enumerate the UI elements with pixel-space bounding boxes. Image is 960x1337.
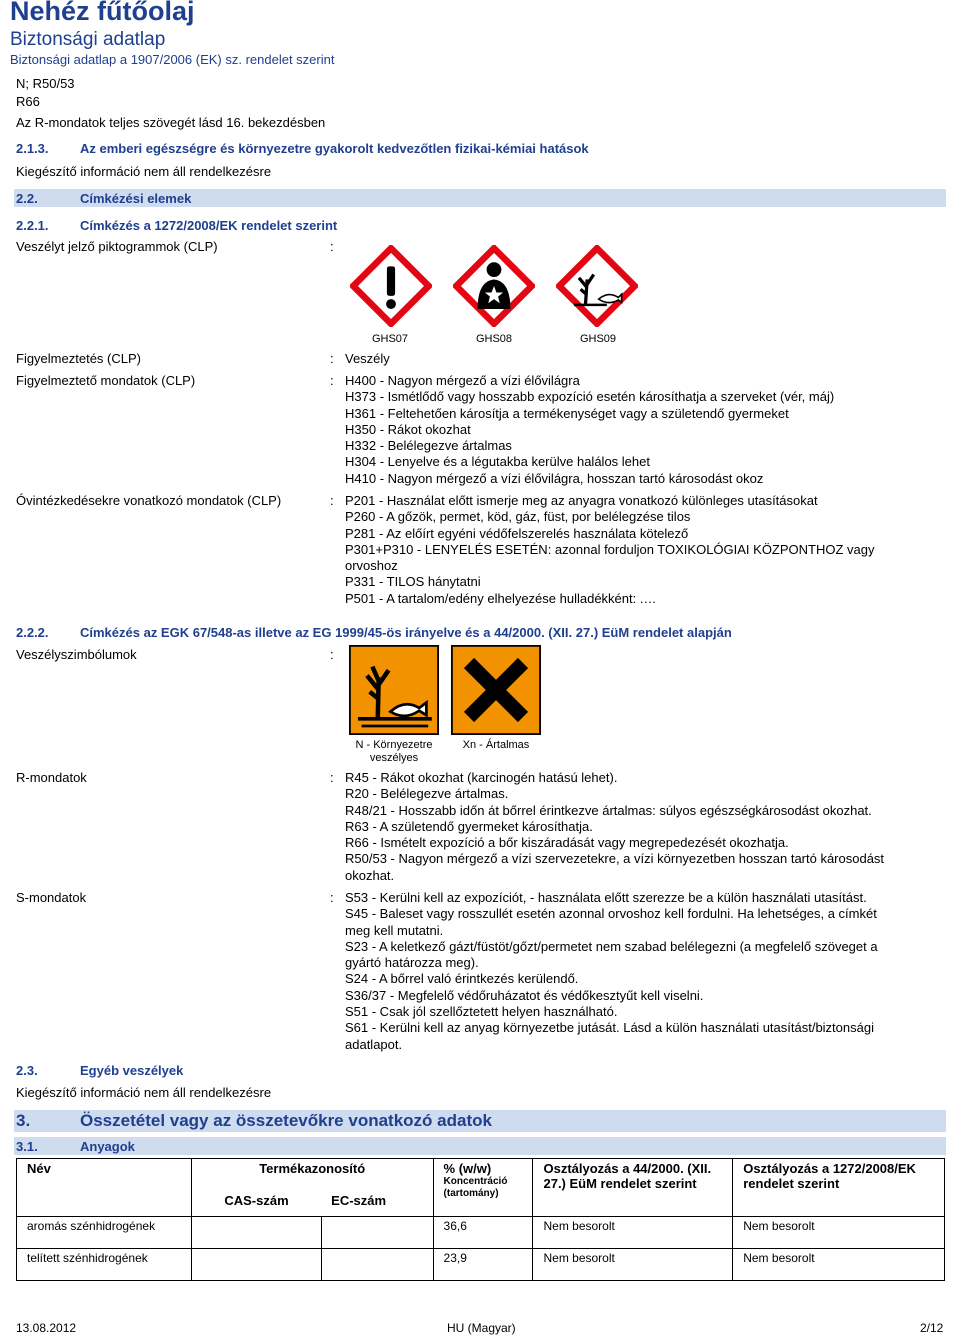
precaution-statement: P281 - Az előírt egyéni védőfelszerelés használata kötelező <box>345 525 689 541</box>
table-header-row <box>17 1159 945 1191</box>
row-percent: 36,6 <box>433 1217 533 1249</box>
header-percent-label: % (w/w) <box>443 1161 492 1176</box>
s-phrase: S36/37 - Megfelelő védőruházatot és védőkesztyűt kell viselni. <box>345 987 704 1003</box>
symbol-n-caption-line: N - Környezetre <box>355 739 433 751</box>
health-hazard-icon <box>453 245 535 327</box>
r-phrase: R63 - A születendő gyermeket károsíthatja. <box>345 818 593 834</box>
section-2-2-2-title: Címkézés az EGK 67/548-as illetve az EG 1999/45-ös irányelve és a 44/2000. (XII. 27.) EüM rendelet alapján <box>80 625 732 640</box>
section-2-1-3-number: 2.1.3. <box>16 141 49 156</box>
header-name: Név <box>17 1159 192 1217</box>
r-phrases-colon: : <box>330 770 334 785</box>
header-product-identifier: Termékazonosító <box>191 1159 433 1191</box>
section-2-2-1-number: 2.2.1. <box>16 218 49 233</box>
table-row <box>17 1249 945 1281</box>
header-classification-44-2000: Osztályozás a 44/2000. (XII. 27.) EüM rendelet szerint <box>533 1159 733 1217</box>
s-phrase: S61 - Kerülni kell az anyag környezetbe jutását. Lásd a külön használati utasítást/biztonsági <box>345 1020 874 1036</box>
r-phrase: R66 - Ismételt expozíció a bőr kiszáradását vagy megrepedezését okozhatja. <box>345 835 789 851</box>
s-phrase: S24 - A bőrrel való érintkezés kerülendő. <box>345 971 579 987</box>
precaution-statement: P331 - TILOS hánytatni <box>345 574 481 590</box>
section-3-1-bar <box>14 1137 946 1155</box>
pictogram-colon: : <box>330 239 334 254</box>
dead-tree-fish-icon <box>349 645 439 735</box>
r-phrases-list <box>345 770 884 884</box>
signal-word-colon: : <box>330 351 334 366</box>
section-2-2-number: 2.2. <box>16 191 38 206</box>
precaution-statements-colon: : <box>330 493 334 508</box>
header-cas: CAS-szám <box>191 1191 321 1217</box>
s-phrases-list <box>345 890 878 1053</box>
precaution-statement: P260 - A gőzök, permet, köd, gáz, füst, por belélegzése tilos <box>345 509 691 525</box>
hazard-statements-list <box>345 373 834 487</box>
header-concentration-label: Koncentráció <box>443 1176 508 1187</box>
precaution-statement: P201 - Használat előtt ismerje meg az anyagra vonatkozó különleges utasításokat <box>345 493 818 508</box>
s-phrases-label: S-mondatok <box>16 890 87 905</box>
symbol-n-caption <box>340 739 448 765</box>
hazard-statement: H373 - Ismétlődő vagy hosszabb expozíció esetén károsíthatja a szerveket (vér, máj) <box>345 389 835 405</box>
environment-icon <box>556 245 638 327</box>
row-cas <box>191 1249 321 1281</box>
hazard-statement: H410 - Nagyon mérgező a vízi élővilágra, hosszan tartó károsodást okoz <box>345 470 764 486</box>
classification-n: N; R50/53 <box>16 76 75 91</box>
s-phrase: S45 - Baleset vagy rosszullét esetén azonnal orvoshoz kell fordulni. Ha lehetséges, a címkét <box>345 906 877 922</box>
section-3-title: Összetétel vagy az összetevőkre vonatkozó adatok <box>80 1111 492 1130</box>
row-classification-1: Nem besorolt <box>533 1217 733 1249</box>
header-classification-1272-2008: Osztályozás a 1272/2008/EK rendelet szerint <box>733 1159 945 1217</box>
exclamation-mark-icon <box>350 245 432 327</box>
hazard-statement: H400 - Nagyon mérgező a vízi élővilágra <box>345 373 580 388</box>
hazard-statements-label: Figyelmeztető mondatok (CLP) <box>16 373 196 388</box>
section-2-3-text: Kiegészítő információ nem áll rendelkezésre <box>16 1085 272 1100</box>
footer-language: HU (Magyar) <box>447 1321 516 1335</box>
s-phrase: meg kell mutatni. <box>345 922 444 938</box>
precaution-statement: orvoshoz <box>345 558 398 574</box>
row-percent: 23,9 <box>433 1249 533 1281</box>
section-3-1-title: Anyagok <box>80 1139 135 1154</box>
saint-andrew-cross-icon <box>451 645 541 735</box>
symbol-xn-caption: Xn - Ártalmas <box>462 739 530 751</box>
r-phrase: R45 - Rákot okozhat (karcinogén hatású lehet). <box>345 770 618 785</box>
s-phrase: adatlapot. <box>345 1036 403 1052</box>
signal-word-label: Figyelmeztetés (CLP) <box>16 351 141 366</box>
classification-r66: R66 <box>16 94 40 109</box>
precaution-statements-label: Óvintézkedésekre vonatkozó mondatok (CLP) <box>16 493 282 508</box>
r-phrase: okozhat. <box>345 867 395 883</box>
ghs09-code: GHS09 <box>579 333 617 345</box>
s-phrases-colon: : <box>330 890 334 905</box>
r-phrases-label: R-mondatok <box>16 770 87 785</box>
row-classification-2: Nem besorolt <box>733 1249 945 1281</box>
section-2-2-1-title: Címkézés a 1272/2008/EK rendelet szerint <box>80 218 338 233</box>
table-row <box>17 1217 945 1249</box>
precaution-statements-list <box>345 493 875 607</box>
composition-table <box>16 1158 945 1281</box>
symbol-n-caption-line: veszélyes <box>369 752 419 764</box>
ghs07-code: GHS07 <box>371 333 409 345</box>
section-3-number: 3. <box>16 1111 31 1130</box>
precaution-statement: P501 - A tartalom/edény elhelyezése hulladékként: .… <box>345 590 657 606</box>
section-2-2-2-number: 2.2.2. <box>16 625 49 640</box>
hazard-statement: H350 - Rákot okozhat <box>345 421 471 437</box>
header-percent <box>433 1159 533 1217</box>
section-2-3-number: 2.3. <box>16 1063 38 1078</box>
hazard-symbols-label: Veszélyszimbólumok <box>16 647 137 662</box>
r-phrase: R48/21 - Hosszabb időn át bőrrel érintkezve ártalmas: súlyos egészségkárosodást okozhat. <box>345 802 872 818</box>
s-phrase: S23 - A keletkező gázt/füstöt/gőzt/permetet nem szabad belélegezni (a megfelelő szöveget a <box>345 938 878 954</box>
row-classification-2: Nem besorolt <box>733 1217 945 1249</box>
row-name: telített szénhidrogének <box>17 1249 192 1281</box>
section-2-2-title: Címkézési elemek <box>80 191 192 206</box>
row-ec <box>321 1249 433 1281</box>
product-title: Nehéz fűtőolaj <box>10 0 195 26</box>
row-cas <box>191 1217 321 1249</box>
hazard-symbols-colon: : <box>330 647 334 662</box>
pictogram-label: Veszélyt jelző piktogrammok (CLP) <box>16 239 218 254</box>
row-ec <box>321 1217 433 1249</box>
r-phrase: R20 - Belélegezve ártalmas. <box>345 786 509 802</box>
signal-word-value: Veszély <box>345 351 390 366</box>
section-2-3-title: Egyéb veszélyek <box>80 1063 184 1078</box>
precaution-statement: P301+P310 - LENYELÉS ESETÉN: azonnal forduljon TOXIKOLÓGIAI KÖZPONTHOZ vagy <box>345 541 875 557</box>
section-3-1-number: 3.1. <box>16 1139 38 1154</box>
footer-page-number: 2/12 <box>920 1321 944 1335</box>
s-phrase: gyártó határozza meg). <box>345 955 479 971</box>
r-phrases-note: Az R-mondatok teljes szövegét lásd 16. bekezdésben <box>16 115 326 130</box>
row-classification-1: Nem besorolt <box>533 1249 733 1281</box>
hazard-statement: H332 - Belélegezve ártalmas <box>345 438 512 454</box>
footer-date: 13.08.2012 <box>16 1321 77 1335</box>
s-phrase: S53 - Kerülni kell az expozíciót, - használata előtt szerezze be a külön használati utasítást. <box>345 890 867 905</box>
hazard-statement: H304 - Lenyelve és a légutakba kerülve halálos lehet <box>345 454 650 470</box>
hazard-statement: H361 - Feltehetően károsítja a termékenységet vagy a születendő gyermeket <box>345 405 789 421</box>
regulation-line: Biztonsági adatlap a 1907/2006 (EK) sz. rendelet szerint <box>10 52 335 67</box>
row-name: aromás szénhidrogének <box>17 1217 192 1249</box>
r-phrase: R50/53 - Nagyon mérgező a vízi szervezetekre, a vízi környezetben hosszan tartó károsodást <box>345 851 885 867</box>
header-ec: EC-szám <box>321 1191 433 1217</box>
document-type: Biztonsági adatlap <box>10 29 166 50</box>
header-range-label: (tartomány) <box>443 1188 499 1199</box>
hazard-statements-colon: : <box>330 373 334 388</box>
ghs08-code: GHS08 <box>475 333 513 345</box>
section-2-1-3-title: Az emberi egészségre és környezetre gyakorolt kedvezőtlen fizikai-kémiai hatások <box>80 141 589 156</box>
section-2-1-3-text: Kiegészítő információ nem áll rendelkezésre <box>16 164 272 179</box>
s-phrase: S51 - Csak jól szellőztetett helyen használható. <box>345 1004 618 1020</box>
